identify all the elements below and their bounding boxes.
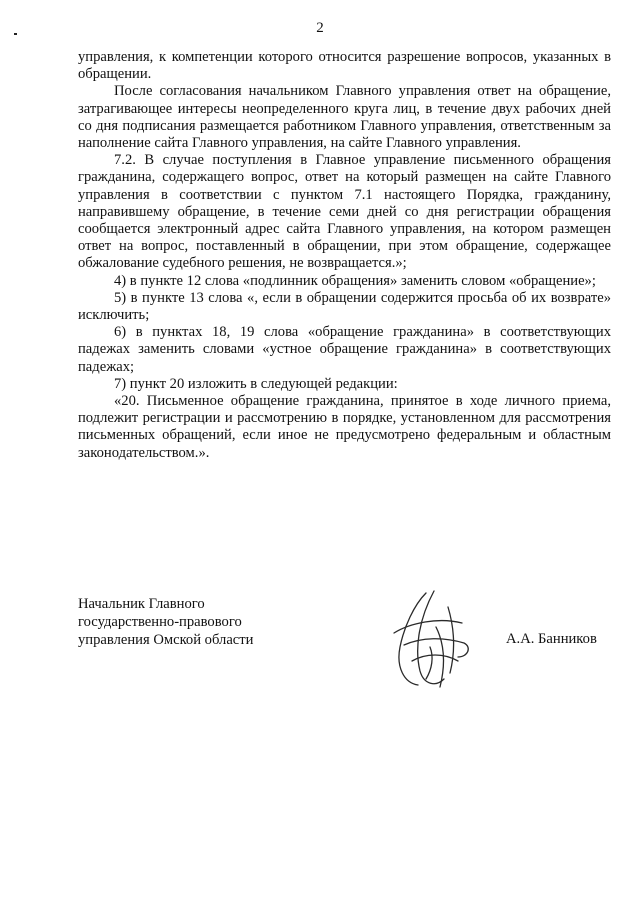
- paragraph-0: управления, к компетенции которого относится разрешение вопросов, указанных в обращении.: [78, 49, 611, 83]
- signer-position-line: государственно-правового: [78, 614, 242, 630]
- paragraph-7: «20. Письменное обращение гражданина, принятое в ходе личного приема, подлежит регистрации и рассмотрению в порядке, установленном для рассмотрения письменных обращений, если иное не предусмотрено федеральным и областным законодательством.».: [78, 393, 611, 461]
- scan-mark: [14, 33, 17, 35]
- paragraph-5: 6) в пунктах 18, 19 слова «обращение гражданина» в соответствующих падежах заменить словами «устное обращение гражданина» в соответствующих падежах;: [78, 324, 611, 375]
- document-body: [78, 49, 611, 462]
- signer-position-line: Начальник Главного: [78, 596, 205, 612]
- signer-name: А.А. Банников: [506, 631, 597, 647]
- paragraph-6: 7) пункт 20 изложить в следующей редакции:: [114, 375, 398, 392]
- handwritten-signature: [374, 587, 484, 697]
- signer-position-line: управления Омской области: [78, 632, 254, 648]
- paragraph-1: После согласования начальником Главного управления ответ на обращение, затрагивающее интересы неопределенного круга лиц, в течение двух рабочих дней со дня подписания размещается работником Главного управления, ответственным за наполнение сайта Главного управления, на сайте Главного управления.: [78, 83, 611, 152]
- page-number: 2: [316, 20, 324, 36]
- paragraph-4: 5) в пункте 13 слова «, если в обращении содержится просьба об их возврате» исключить;: [78, 289, 611, 324]
- paragraph-3: 4) в пункте 12 слова «подлинник обращения» заменить словом «обращение»;: [114, 272, 596, 289]
- signature-block: [78, 595, 618, 705]
- paragraph-2: 7.2. В случае поступления в Главное управление письменного обращения гражданина, содержащего вопрос, ответ на который размещен на сайте Главного управления в соответствии с пунктом 7.1 настоящего Порядка, гражданину, направившему обращение, в течение семи дней со дня регистрации обращения сообщается электронный адрес сайта Главного управления, на котором размещен ответ на вопрос, поставленный в обращении, при этом обращение, содержащее обжалование судебного решения, не возвращается.»;: [78, 152, 611, 272]
